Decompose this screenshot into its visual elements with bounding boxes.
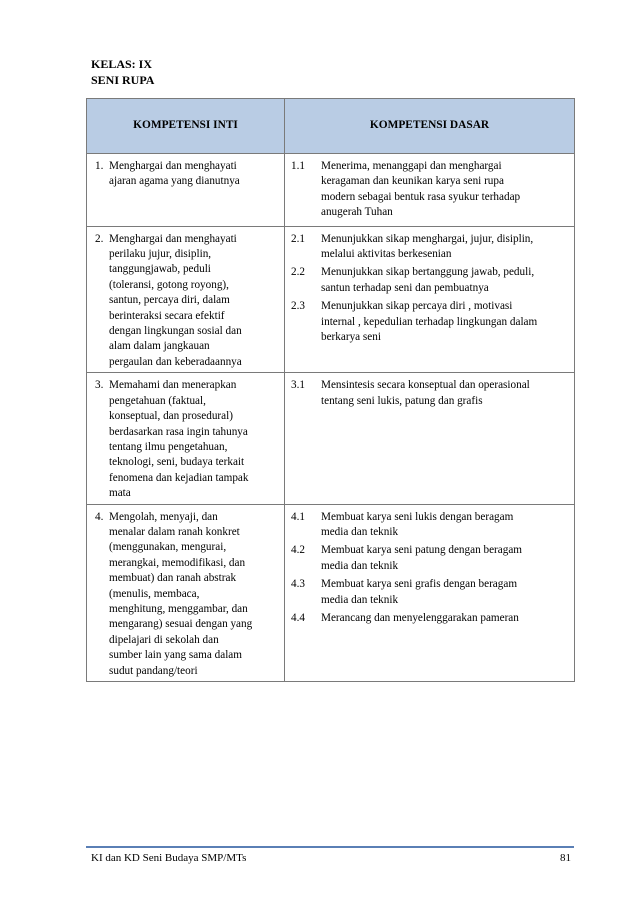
column-header-kd: KOMPETENSI DASAR xyxy=(285,99,575,154)
kd-text-line: keragaman dan keunikan karya seni rupa xyxy=(321,175,504,188)
kd-cell xyxy=(285,504,575,681)
kd-text-line: Membuat karya seni lukis dengan beragam xyxy=(321,510,514,523)
kd-text-line: media dan teknik xyxy=(321,593,399,606)
kd-item xyxy=(291,265,568,296)
kd-number: 4.3 xyxy=(291,578,305,591)
column-header-ki: KOMPETENSI INTI xyxy=(87,99,285,154)
ki-text-line: membuat) dan ranah abstrak xyxy=(109,572,237,585)
ki-text-line: (menulis, membaca, xyxy=(109,587,200,600)
kd-text-line: Menunjukkan sikap bertanggung jawab, peduli, xyxy=(321,266,535,279)
kd-text-line: Menerima, menanggapi dan menghargai xyxy=(321,160,502,172)
ki-text-line: berdasarkan rasa ingin tahunya xyxy=(109,425,248,438)
kd-cell xyxy=(285,154,575,227)
kd-text xyxy=(321,232,568,263)
ki-text-line: menghitung, menggambar, dan xyxy=(109,602,248,615)
ki-text-line: Menghargai dan menghayati xyxy=(109,232,237,245)
kd-text-line: anugerah Tuhan xyxy=(321,206,393,219)
kd-cell xyxy=(285,226,575,373)
kd-text-line: media dan teknik xyxy=(321,559,399,572)
kd-item xyxy=(291,510,568,541)
ki-text-line: sudut pandang/teori xyxy=(109,664,198,677)
kd-text-line: media dan teknik xyxy=(321,525,399,538)
ki-text-line: alam dalam jangkauan xyxy=(109,340,210,353)
kd-text xyxy=(321,159,568,221)
ki-cell xyxy=(87,373,285,504)
ki-text-line: fenomena dan kejadian tampak xyxy=(109,471,249,484)
kd-number: 4.2 xyxy=(291,544,305,557)
page-heading xyxy=(91,56,154,88)
kd-item xyxy=(291,299,568,345)
kd-text xyxy=(321,299,568,345)
ki-text xyxy=(109,378,280,501)
ki-text-line: santun, percaya diri, dalam xyxy=(109,294,230,307)
ki-text-line: merangkai, memodifikasi, dan xyxy=(109,556,246,569)
table-row xyxy=(87,226,575,373)
ki-number: 2. xyxy=(95,232,104,245)
ki-cell xyxy=(87,226,285,373)
ki-text xyxy=(109,232,280,371)
kd-text xyxy=(321,577,568,608)
ki-text-line: ajaran agama yang dianutnya xyxy=(109,175,240,188)
ki-cell xyxy=(87,504,285,681)
kd-item xyxy=(291,577,568,608)
kd-item xyxy=(291,232,568,263)
ki-text-line: sumber lain yang sama dalam xyxy=(109,649,242,662)
kd-text-line: melalui aktivitas berkesenian xyxy=(321,248,452,261)
kd-text xyxy=(321,510,568,541)
ki-text-line: tentang ilmu pengetahuan, xyxy=(109,440,228,453)
kd-text xyxy=(321,543,568,574)
kd-text-line: Merancang dan menyelenggarakan pameran xyxy=(321,611,519,624)
kd-number: 3.1 xyxy=(291,379,305,392)
ki-text-line: pergaulan dan keberadaannya xyxy=(109,355,242,368)
kd-text-line: tentang seni lukis, patung dan grafis xyxy=(321,394,483,407)
kd-cell xyxy=(285,373,575,504)
ki-text-line: Memahami dan menerapkan xyxy=(109,379,237,392)
ki-text-line: menalar dalam ranah konkret xyxy=(109,525,240,538)
kd-item xyxy=(291,159,568,221)
kd-number: 2.3 xyxy=(291,300,305,313)
ki-text-line: (menggunakan, mengurai, xyxy=(109,541,227,554)
ki-number: 4. xyxy=(95,510,104,523)
kd-number: 2.2 xyxy=(291,266,305,279)
ki-number: 1. xyxy=(95,160,104,172)
ki-text-line: dipelajari di sekolah dan xyxy=(109,633,219,646)
class-label: KELAS: IX xyxy=(91,57,153,71)
table-header-row xyxy=(87,99,575,154)
kd-number: 2.1 xyxy=(291,232,305,245)
ki-text-line: konseptual, dan prosedural) xyxy=(109,410,233,423)
ki-text-line: perilaku jujur, disiplin, xyxy=(109,248,212,261)
ki-text-line: mengarang) sesuai dengan yang xyxy=(109,618,253,631)
kd-text-line: internal , kepedulian terhadap lingkungan dalam xyxy=(321,315,538,328)
kd-text-line: Mensintesis secara konseptual dan operasional xyxy=(321,379,530,392)
subject-label: SENI RUPA xyxy=(91,73,155,87)
ki-text-line: Menghargai dan menghayati xyxy=(109,160,237,172)
kd-text-line: berkarya seni xyxy=(321,331,381,344)
kd-item xyxy=(291,378,568,409)
ki-text-line: teknologi, seni, budaya terkait xyxy=(109,456,245,469)
table-row xyxy=(87,154,575,227)
kd-text xyxy=(321,265,568,296)
page-number: 81 xyxy=(560,852,571,864)
kd-text xyxy=(321,378,568,409)
kd-item xyxy=(291,543,568,574)
kd-text-line: Membuat karya seni patung dengan beragam xyxy=(321,544,522,557)
kd-text-line: Membuat karya seni grafis dengan beragam xyxy=(321,578,518,591)
competency-table xyxy=(86,98,575,682)
kd-text-line: Menunjukkan sikap menghargai, jujur, disiplin, xyxy=(321,232,534,245)
ki-text-line: pengetahuan (faktual, xyxy=(109,394,206,407)
table-row xyxy=(87,504,575,681)
ki-cell xyxy=(87,154,285,227)
table-body xyxy=(87,154,575,682)
ki-text-line: mata xyxy=(109,487,131,500)
table-row xyxy=(87,373,575,504)
ki-text-line: berinteraksi secara efektif xyxy=(109,309,225,322)
kd-text-line: modern sebagai bentuk rasa syukur terhadap xyxy=(321,190,521,203)
ki-text-line: Mengolah, menyaji, dan xyxy=(109,510,218,523)
kd-number: 4.1 xyxy=(291,510,305,523)
ki-text xyxy=(109,510,280,679)
kd-text-line: Menunjukkan sikap percaya diri , motivasi xyxy=(321,300,513,313)
kd-item xyxy=(291,611,568,626)
footer-title: KI dan KD Seni Budaya SMP/MTs xyxy=(91,852,247,864)
footer-rule xyxy=(86,846,574,848)
ki-text-line: dengan lingkungan sosial dan xyxy=(109,325,242,338)
ki-text xyxy=(109,159,280,190)
kd-text-line: santun terhadap seni dan pembuatnya xyxy=(321,281,489,294)
ki-text-line: tanggungjawab, peduli xyxy=(109,263,211,276)
kd-number: 4.4 xyxy=(291,611,305,624)
ki-text-line: (toleransi, gotong royong), xyxy=(109,278,229,291)
kd-text xyxy=(321,611,568,626)
kd-number: 1.1 xyxy=(291,160,305,172)
ki-number: 3. xyxy=(95,379,104,392)
